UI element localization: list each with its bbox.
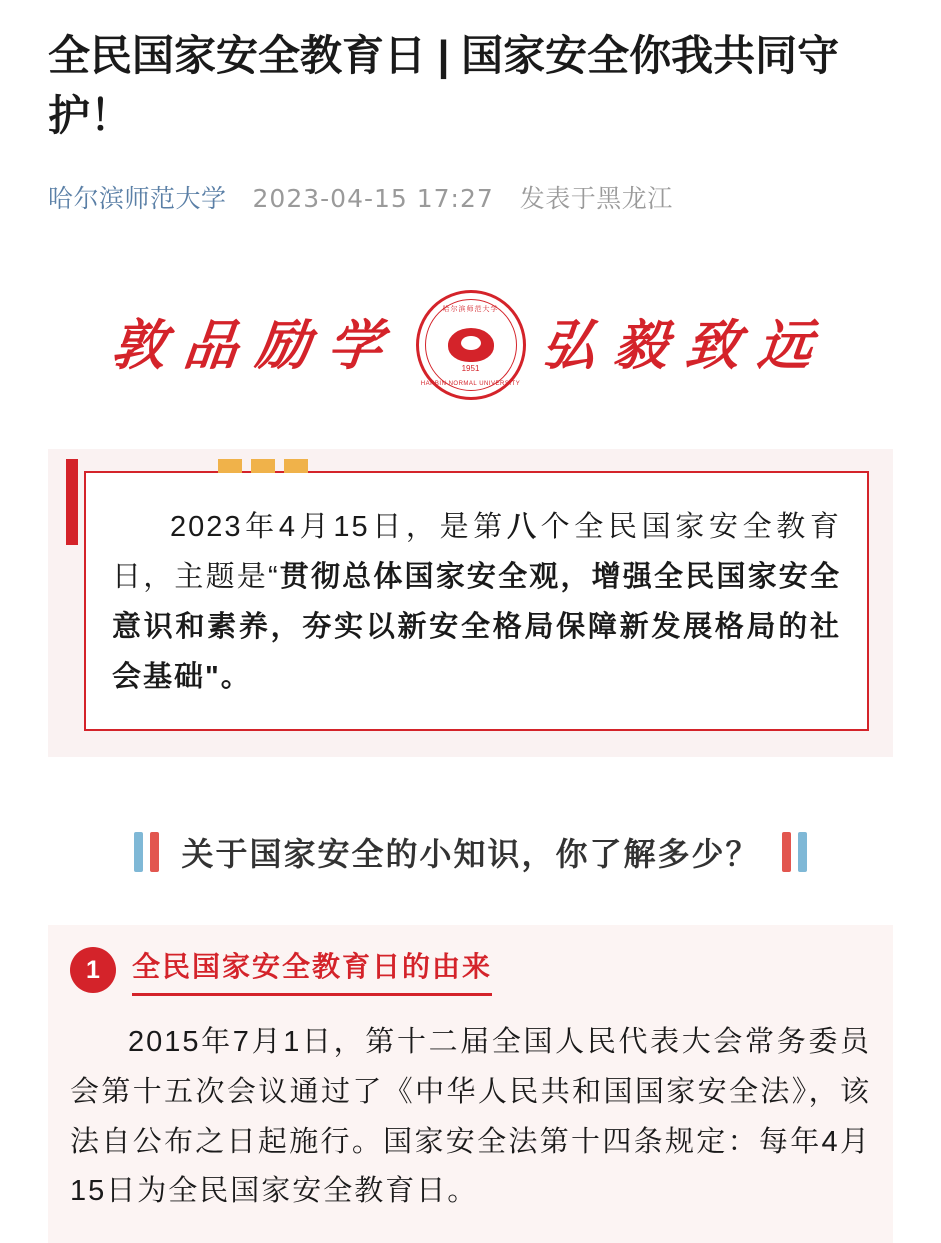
quote-line1-prefix: 2023年4月15日，是第	[170, 511, 507, 544]
quote-box	[84, 471, 869, 731]
decoration-bars-left-icon	[134, 832, 159, 872]
seal-year: 1951	[461, 364, 480, 374]
item-body	[70, 1018, 871, 1218]
item-number-badge: 1	[70, 947, 116, 993]
publish-date: 2023-04-15 17:27	[252, 184, 494, 214]
decoration-orange-dashes	[218, 459, 308, 473]
knowledge-heading	[48, 829, 893, 875]
dash-3	[284, 459, 308, 473]
seal-top-text: 哈尔滨师范大学	[442, 306, 499, 314]
quote-line2-prefix: 全教育日，主题是“	[112, 511, 841, 594]
dash-2	[251, 459, 275, 473]
knowledge-heading-text: 关于国家安全的小知识，你了解多少？	[181, 835, 760, 872]
calligraphy-banner	[48, 285, 893, 405]
calligraphy-right-text: 弘毅致远	[538, 313, 833, 378]
page-title: 全民国家安全教育日 | 国家安全你我共同守护！	[48, 32, 840, 139]
university-seal-icon	[416, 290, 526, 400]
publish-location: 发表于黑龙江	[519, 185, 673, 214]
dash-1	[218, 459, 242, 473]
decoration-bars-right-icon	[782, 832, 807, 872]
article-meta	[48, 179, 893, 215]
account-name[interactable]: 哈尔滨师范大学	[48, 185, 227, 214]
calligraphy-left-text: 敦品励学	[108, 313, 403, 378]
quote-section	[48, 449, 893, 757]
item-body-text: 2015年7月1日，第十二届全国人民代表大会常务委员会第十五次会议通过了《中华人民共和国国家安全法》，该法自公布之日起施行。国家安全法第十四条规定：每年4月15日为全民国家安全教育日。	[70, 1025, 871, 1208]
decoration-red-bar	[66, 459, 78, 545]
knowledge-item-1	[48, 925, 893, 1243]
item-header	[70, 945, 871, 996]
quote-text	[112, 503, 841, 703]
quote-bold-body: 贯彻总体国家安全观，增强全民国家安全意识和素养，夯实以新安全格局保障新发展格局的社会基础"。	[112, 561, 841, 693]
seal-emblem-shape	[448, 328, 494, 362]
quote-line1-bold: 八	[506, 511, 541, 544]
quote-line1-suffix: 个全民国家安	[540, 511, 743, 544]
item-title: 全民国家安全教育日的由来	[132, 945, 492, 996]
seal-bottom-text: HARBIN NORMAL UNIVERSITY	[420, 381, 521, 388]
